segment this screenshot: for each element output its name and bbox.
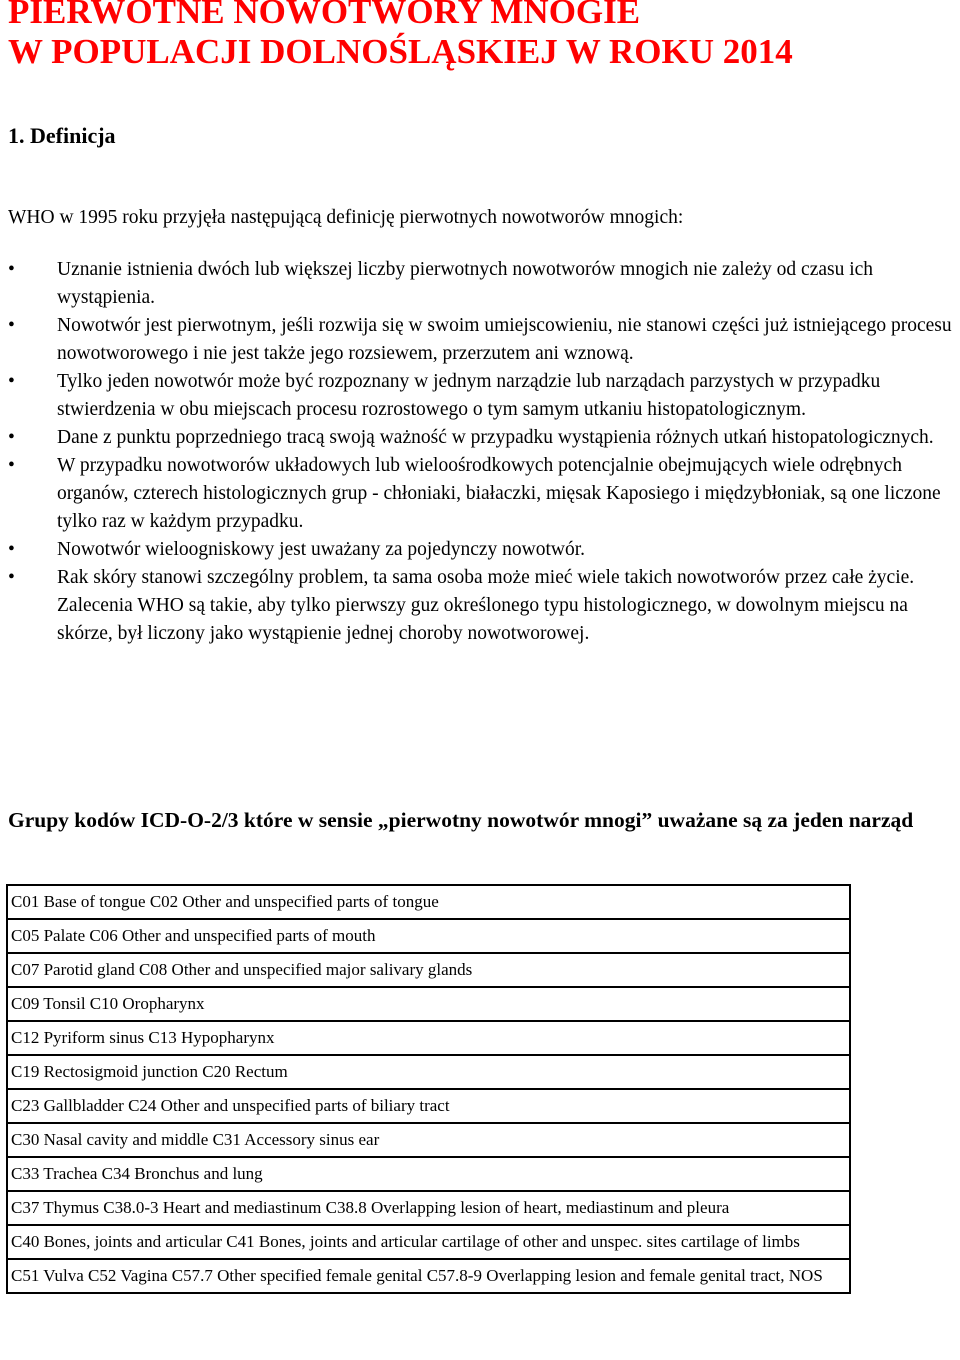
bullet-text: Rak skóry stanowi szczególny problem, ta sama osoba może mieć wiele takich nowotworów przez całe życie. Zalecenia WHO są takie, aby tylko pierwszy guz określonego typu histologicznego, w dowolnym miejscu na skórze, był liczony jako wystąpienie jednej choroby nowotworowej. (57, 567, 915, 644)
table-row (7, 1225, 850, 1259)
table-row (7, 1021, 850, 1055)
bullet-icon: • (8, 455, 15, 476)
bullet-item (0, 564, 960, 648)
table-row (7, 1259, 850, 1293)
bullet-icon: • (8, 567, 15, 588)
bullet-item (0, 256, 960, 312)
page-title (8, 0, 793, 72)
page-title-line-2: W POPULACJI DOLNOŚLĄSKIEJ W ROKU 2014 (8, 32, 793, 71)
table-row (7, 1055, 850, 1089)
icd-code-groups-table (6, 884, 851, 1294)
table-cell: C19 Rectosigmoid junction C20 Rectum (7, 1055, 850, 1089)
table-cell: C37 Thymus C38.0-3 Heart and mediastinum C38.8 Overlapping lesion of heart, mediastinum and pleura (7, 1191, 850, 1225)
bullet-item (0, 312, 960, 368)
intro-paragraph: WHO w 1995 roku przyjęła następującą definicję pierwotnych nowotworów mnogich: (8, 207, 684, 228)
table-cell: C05 Palate C06 Other and unspecified parts of mouth (7, 919, 850, 953)
icd-groups-heading: Grupy kodów ICD-O-2/3 które w sensie „pierwotny nowotwór mnogi” uważane są za jeden narząd (8, 808, 914, 832)
bullet-item (0, 536, 960, 564)
bullet-icon: • (8, 371, 15, 392)
table-cell: C09 Tonsil C10 Oropharynx (7, 987, 850, 1021)
bullet-text: Nowotwór jest pierwotnym, jeśli rozwija się w swoim umiejscowieniu, nie stanowi części już istniejącego procesu nowotworowego i nie jest także jego rozsiewem, przerzutem ani wznową. (57, 315, 952, 364)
table-row (7, 1191, 850, 1225)
table-cell: C23 Gallbladder C24 Other and unspecified parts of biliary tract (7, 1089, 850, 1123)
table-row (7, 987, 850, 1021)
bullet-text: Tylko jeden nowotwór może być rozpoznany w jednym narządzie lub narządach parzystych w przypadku stwierdzenia w obu miejscach procesu rozrostowego o tym samym utkaniu histopatologicznym. (57, 371, 881, 420)
bullet-text: W przypadku nowotworów układowych lub wieloośrodkowych potencjalnie obejmujących wiele odrębnych organów, czterech histologicznych grup - chłoniaki, białaczki, mięsak Kaposiego i międzybłoniak, są one liczone tylko raz w każdym przypadku. (57, 455, 941, 532)
bullet-text: Nowotwór wieloogniskowy jest uważany za pojedynczy nowotwór. (57, 539, 586, 560)
table-cell: C12 Pyriform sinus C13 Hypopharynx (7, 1021, 850, 1055)
table-cell: C51 Vulva C52 Vagina C57.7 Other specified female genital C57.8-9 Overlapping lesion and female genital tract, NOS (7, 1259, 850, 1293)
bullet-icon: • (8, 315, 15, 336)
table-row (7, 1157, 850, 1191)
definition-bullet-list (0, 256, 960, 648)
table-row (7, 919, 850, 953)
bullet-item (0, 368, 960, 424)
table-cell: C40 Bones, joints and articular C41 Bones, joints and articular cartilage of other and unspec. sites cartilage of limbs (7, 1225, 850, 1259)
table-row (7, 885, 850, 919)
table-cell: C07 Parotid gland C08 Other and unspecified major salivary glands (7, 953, 850, 987)
table-cell: C33 Trachea C34 Bronchus and lung (7, 1157, 850, 1191)
table-row (7, 1123, 850, 1157)
table-cell: C30 Nasal cavity and middle C31 Accessory sinus ear (7, 1123, 850, 1157)
bullet-text: Dane z punktu poprzedniego tracą swoją ważność w przypadku wystąpienia różnych utkań histopatologicznych. (57, 427, 934, 448)
page-title-line-1: PIERWOTNE NOWOTWORY MNOGIE (8, 0, 641, 31)
bullet-item (0, 424, 960, 452)
bullet-icon: • (8, 259, 15, 280)
bullet-text: Uznanie istnienia dwóch lub większej liczby pierwotnych nowotworów mnogich nie zależy od czasu ich wystąpienia. (57, 259, 874, 308)
section-heading-definition: 1. Definicja (8, 123, 116, 148)
bullet-icon: • (8, 539, 15, 560)
table-row (7, 1089, 850, 1123)
table-cell: C01 Base of tongue C02 Other and unspecified parts of tongue (7, 885, 850, 919)
table-row (7, 953, 850, 987)
bullet-item (0, 452, 960, 536)
bullet-icon: • (8, 427, 15, 448)
